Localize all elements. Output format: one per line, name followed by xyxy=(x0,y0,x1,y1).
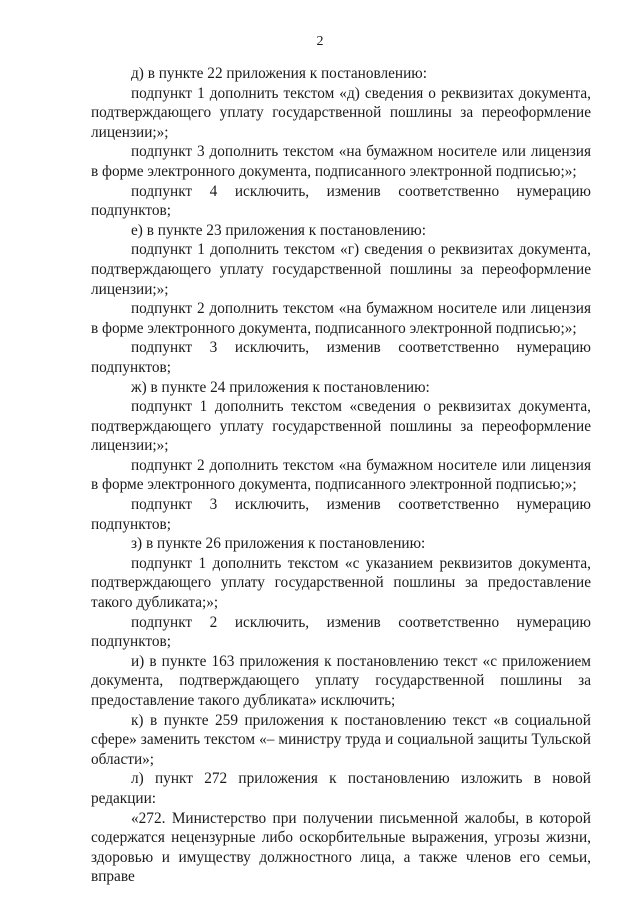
paragraph: подпункт 3 дополнить текстом «на бумажном носителе или лицензия в форме электронного документа, подписанного электронной подписью;»; xyxy=(91,143,591,180)
paragraph: подпункт 4 исключить, изменив соответственно нумерацию подпунктов; xyxy=(91,182,591,220)
document-body xyxy=(91,64,591,887)
paragraph: подпункт 2 дополнить текстом «на бумажном носителе или лицензия в форме электронного документа, подписанного электронной подписью;»; xyxy=(91,456,591,494)
paragraph: з) в пункте 26 приложения к постановлению: xyxy=(131,535,426,553)
page-number: 2 xyxy=(316,34,324,49)
paragraph: е) в пункте 23 приложения к постановлению: xyxy=(131,221,426,239)
paragraph: подпункт 2 исключить, изменив соответственно нумерацию подпунктов; xyxy=(91,613,591,651)
paragraph: и) в пункте 163 приложения к постановлению текст «с приложением документа, подтверждающего уплату государственной пошлины за предоставление такого дубликата» исключить; xyxy=(91,652,591,709)
paragraph: подпункт 3 исключить, изменив соответственно нумерацию подпунктов; xyxy=(91,339,591,376)
paragraph: д) в пункте 22 приложения к постановлению: xyxy=(131,65,427,82)
paragraph: подпункт 1 дополнить текстом «д) сведения о реквизитах документа, подтверждающего уплату государственной пошлины за переоформление лицензии;»; xyxy=(91,84,591,141)
paragraph: подпункт 1 дополнить текстом «с указанием реквизитов документа, подтверждающего уплату государственной пошлины за предоставление такого дубликата;»; xyxy=(91,554,591,612)
paragraph: ж) в пункте 24 приложения к постановлению: xyxy=(131,378,430,396)
paragraph: подпункт 3 исключить, изменив соответственно нумерацию подпунктов; xyxy=(91,496,591,533)
paragraph: подпункт 2 дополнить текстом «на бумажном носителе или лицензия в форме электронного документа, подписанного электронной подписью;»; xyxy=(91,300,591,337)
paragraph: подпункт 1 дополнить текстом «сведения о реквизитах документа, подтверждающего уплату государственной пошлины за переоформление лицензии;»; xyxy=(91,398,591,455)
paragraph: к) в пункте 259 приложения к постановлению текст «в социальной сфере» заменить текстом «– министру труда и социальной защиты Тульской области»; xyxy=(91,711,591,768)
paragraph: «272. Министерство при получении письменной жалобы, в которой содержатся нецензурные либо оскорбительные выражения, угрозы жизни, здоровью и имуществу должностного лица, а также членов его семьи, вправе xyxy=(91,809,591,886)
paragraph: подпункт 1 дополнить текстом «г) сведения о реквизитах документа, подтверждающего уплату государственной пошлины за переоформление лицензии;»; xyxy=(91,241,591,298)
paragraph: л) пункт 272 приложения к постановлению изложить в новой редакции: xyxy=(91,770,591,807)
